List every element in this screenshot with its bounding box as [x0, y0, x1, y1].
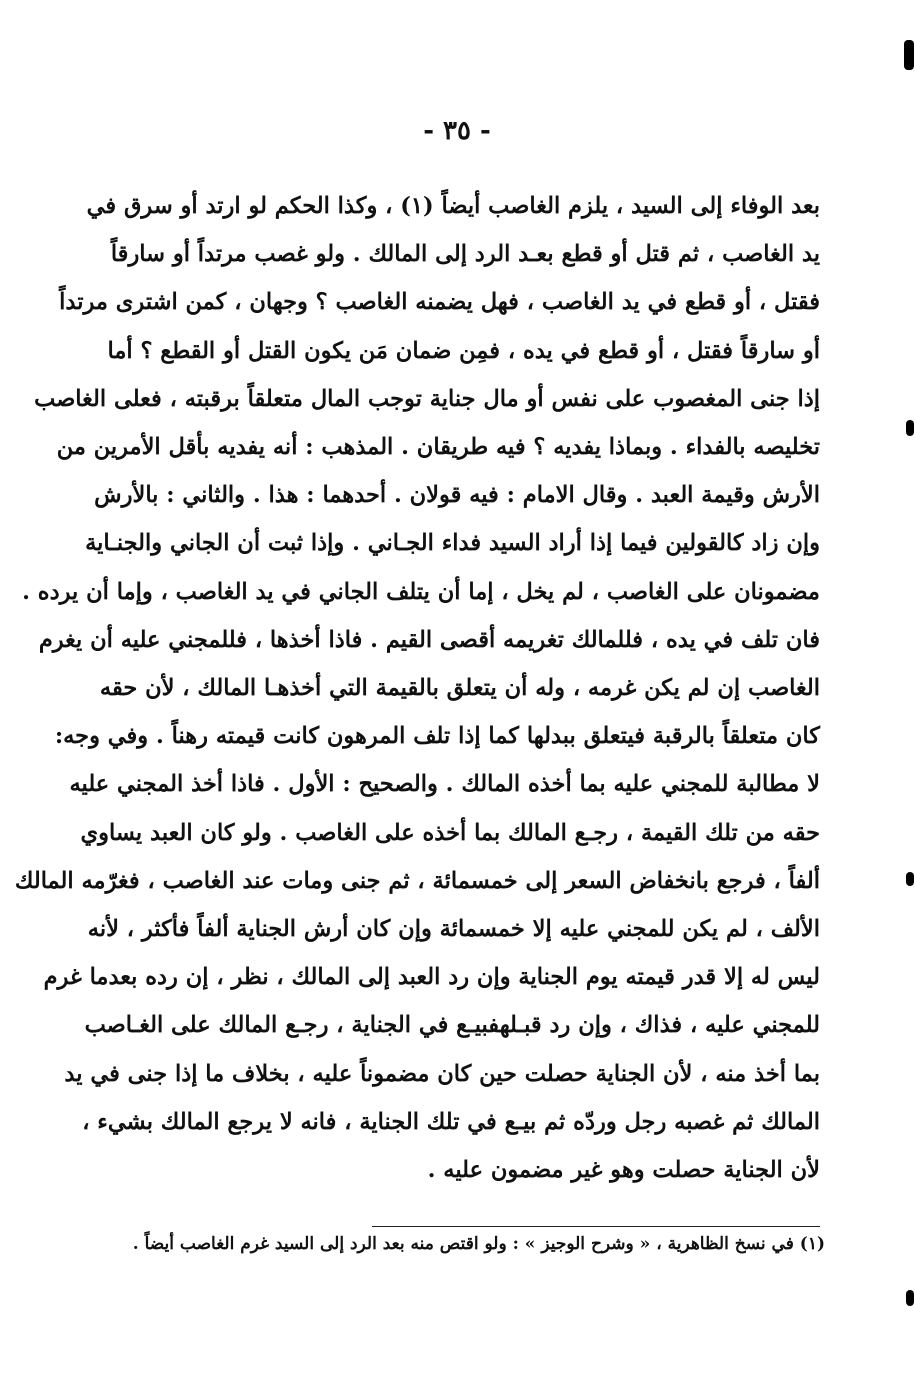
- text-line: لا مطالبة للمجني عليه بما أخذه المالك . والصحيح : الأول . فاذا أخذ المجني عليه: [69, 771, 820, 798]
- text-line: وإن زاد كالقولين فيما إذا أراد السيد فداء الجـاني . وإذا ثبت أن الجاني والجنـاية: [85, 530, 820, 557]
- text-line: إذا جنى المغصوب على نفس أو مال جناية توجب المال متعلقاً برقبته ، فعلى الغاصب: [34, 385, 820, 412]
- text-line: ألفاً ، فرجع بانخفاض السعر إلى خمسمائة ، ثم جنى ومات عند الغاصب ، فغرّمه المالك: [14, 867, 820, 894]
- text-line: بعد الوفاء إلى السيد ، يلزم الغاصب أيضاً (١) ، وكذا الحكم لو ارتد أو سرق في: [86, 193, 820, 219]
- text-line: تخليصه بالفداء . وبماذا يفديه ؟ فيه طريقان . المذهب : أنه يفديه بأقل الأمرين من: [56, 434, 820, 461]
- text-line: ليس له إلا قدر قيمته يوم الجناية وإن رد العبد إلى المالك ، نظر ، إن رده بعدما غرم: [43, 964, 820, 991]
- footnote-divider: [372, 1226, 820, 1227]
- text-line: حقه من تلك القيمة ، رجـع المالك بما أخذه على الغاصب . ولو كان العبد يساوي: [80, 819, 820, 846]
- text-line: مضمونان على الغاصب ، لم يخل ، إما أن يتلف الجاني في يد الغاصب ، وإما أن يرده .: [22, 578, 820, 605]
- text-line: الأرش وقيمة العبد . وقال الامام : فيه قولان . أحدهما : هذا . والثاني : بالأرش: [94, 482, 820, 509]
- text-line: لأن الجناية حصلت وهو غير مضمون عليه .: [427, 1157, 820, 1184]
- scan-mark: [904, 40, 914, 70]
- text-line: المالك ثم غصبه رجل وردّه ثم بيـع في تلك الجناية ، فانه لا يرجع المالك بشيء ،: [82, 1108, 820, 1135]
- footnote: (١) في نسخ الظاهرية ، « وشرح الوجيز » : ولو اقتص منه بعد الرد إلى السيد غرم الغاصب أيضاً .: [132, 1234, 825, 1254]
- text-line: يد الغاصب ، ثم قتل أو قطع بعـد الرد إلى المالك . ولو غصب مرتداً أو سارقاً: [110, 241, 820, 268]
- text-line: الألف ، لم يكن للمجني عليه إلا خمسمائة وإن كان أرش الجناية ألفاً فأكثر ، لأنه: [87, 916, 820, 943]
- text-line: أو سارقاً فقتل ، أو قطع في يده ، فمِن ضمان مَن يكون القتل أو القطع ؟ أما: [107, 337, 820, 364]
- scan-mark: [906, 420, 914, 436]
- text-line: فان تلف في يده ، فللمالك تغريمه أقصى القيم . فاذا أخذها ، فللمجني عليه أن يغرم: [38, 626, 820, 653]
- text-line: كان متعلقاً بالرقبة فيتعلق ببدلها كما إذا تلف المرهون كانت قيمته رهناً . وفي وجه:: [54, 723, 820, 750]
- scan-mark: [906, 1290, 914, 1306]
- text-line: بما أخذ منه ، لأن الجناية حصلت حين كان مضموناً عليه ، بخلاف ما إذا جنى في يد: [64, 1060, 820, 1087]
- text-line: الغاصب إن لم يكن غرمه ، وله أن يتعلق بالقيمة التي أخذهـا المالك ، لأن حقه: [99, 675, 820, 702]
- text-line: فقتل ، أو قطع في يد الغاصب ، فهل يضمنه الغاصب ؟ وجهان ، كمن اشترى مرتداً: [59, 289, 820, 316]
- text-line: للمجني عليه ، فذاك ، وإن رد قبـلهفبيـع في الجناية ، رجـع المالك على الغـاصب: [84, 1012, 820, 1039]
- body-text: [14, 182, 820, 1194]
- scan-mark: [906, 872, 914, 886]
- page-number: - ٣٥ -: [423, 116, 491, 146]
